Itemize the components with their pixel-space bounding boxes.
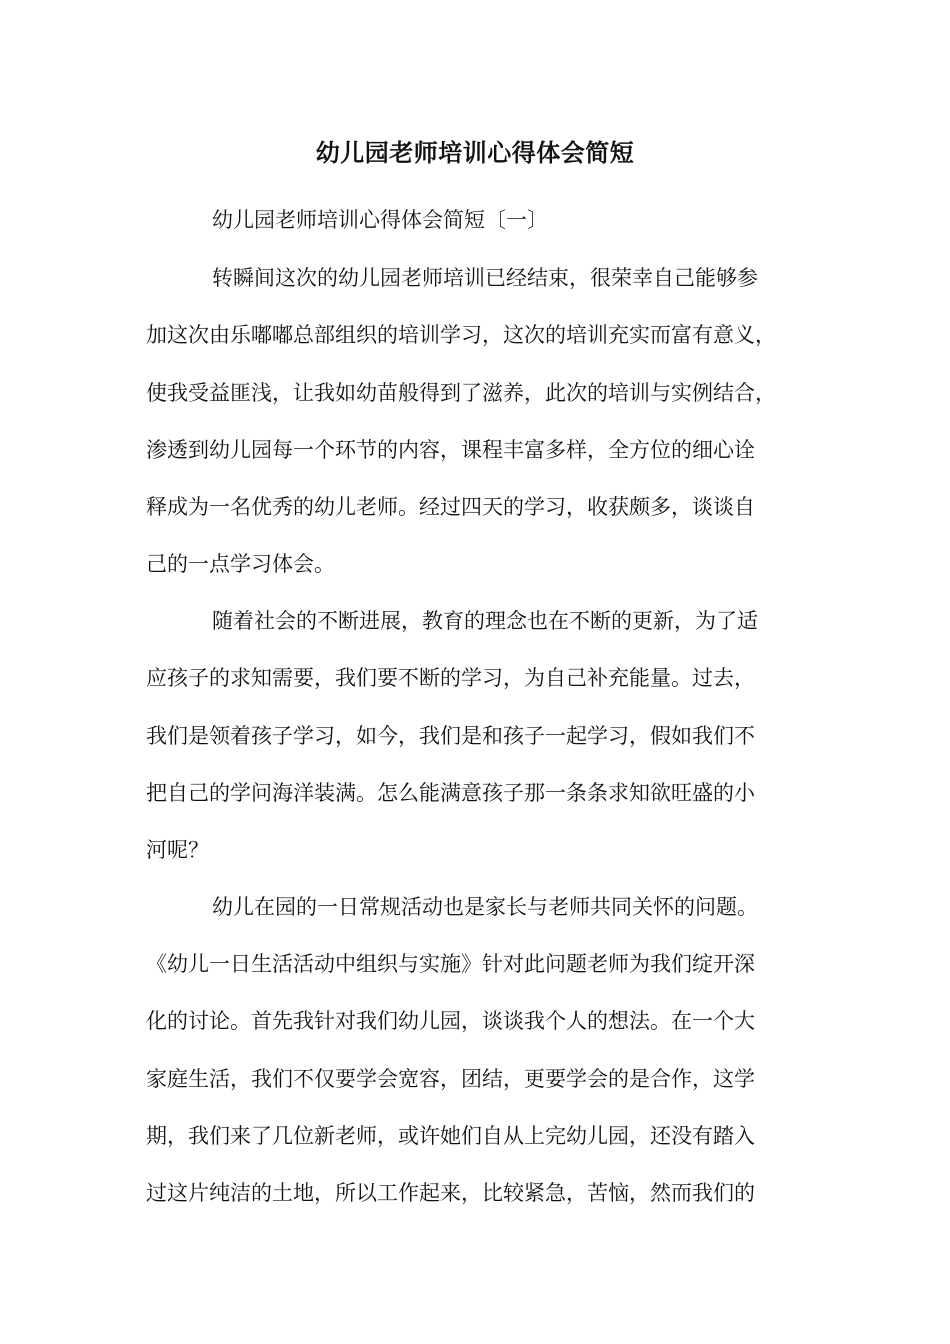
paragraph-line: 随着社会的不断进展，教育的理念也在不断的更新，为了适 — [212, 609, 758, 633]
paragraph-line: 渗透到幼儿园每一个环节的内容，课程丰富多样，全方位的细心诠 — [146, 438, 755, 462]
paragraph-line: 转瞬间这次的幼儿园老师培训已经结束，很荣幸自己能够参 — [212, 266, 758, 290]
paragraph-line: 幼儿在园的一日常规活动也是家长与老师共同关怀的问题。 — [212, 895, 758, 919]
paragraph-line: 应孩子的求知需要，我们要不断的学习，为自己补充能量。过去， — [146, 666, 755, 690]
paragraph-line: 化的讨论。首先我针对我们幼儿园，谈谈我个人的想法。在一个大 — [146, 1009, 755, 1033]
paragraph-line: 期，我们来了几位新老师，或许她们自从上完幼儿园，还没有踏入 — [146, 1124, 755, 1148]
paragraph-line: 加这次由乐嘟嘟总部组织的培训学习，这次的培训充实而富有意义， — [146, 323, 776, 347]
paragraph-line: 过这片纯洁的土地，所以工作起来，比较紧急，苦恼，然而我们的 — [146, 1181, 755, 1205]
paragraph-line: 使我受益匪浅，让我如幼苗般得到了滋养，此次的培训与实例结合， — [146, 381, 776, 405]
paragraph-line: 《幼儿一日生活活动中组织与实施》针对此问题老师为我们绽开深 — [146, 952, 755, 976]
document-title: 幼儿园老师培训心得体会简短 — [315, 138, 635, 167]
paragraph-line: 家庭生活，我们不仅要学会宽容，团结，更要学会的是合作，这学 — [146, 1067, 755, 1091]
paragraph-line: 把自己的学问海洋装满。怎么能满意孩子那一条条求知欲旺盛的小 — [146, 781, 755, 805]
paragraph-line: 我们是领着孩子学习，如今，我们是和孩子一起学习，假如我们不 — [146, 724, 755, 748]
paragraph-line: 己的一点学习体会。 — [146, 552, 335, 576]
paragraph-line: 释成为一名优秀的幼儿老师。经过四天的学习，收获颇多，谈谈自 — [146, 495, 755, 519]
document-subtitle: 幼儿园老师培训心得体会简短〔一〕 — [212, 208, 548, 232]
paragraph-line: 河呢？ — [146, 838, 209, 862]
